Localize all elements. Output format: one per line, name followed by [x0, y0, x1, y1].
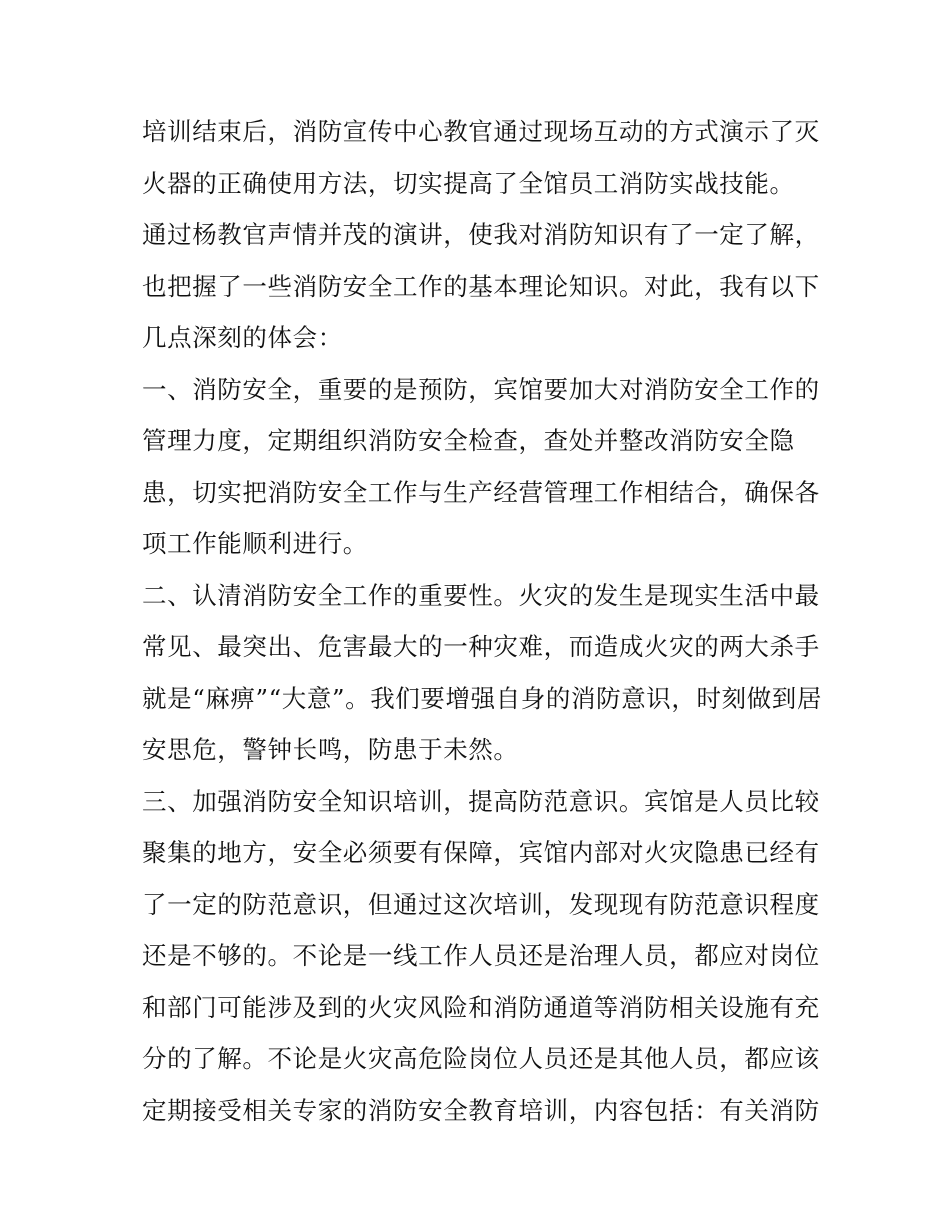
paragraph-point-two	[142, 570, 822, 776]
text-line: 常见、最突出、危害最大的一种灾难，而造成火灾的两大杀手	[142, 632, 820, 661]
text-line: 聚集的地方，安全必须要有保障，宾馆内部对火灾隐患已经有	[142, 838, 820, 867]
text-line: 三、加强消防安全知识培训，提高防范意识。宾馆是人员比较	[142, 786, 820, 816]
paragraph-point-one	[142, 364, 820, 570]
text-line: 安思危，警钟长鸣，防患于未然。	[142, 735, 519, 764]
text-line: 还是不够的。不论是一线工作人员还是治理人员，都应对岗位	[142, 941, 820, 970]
text-line: 定期接受相关专家的消防安全教育培训，内容包括：有关消防	[142, 1095, 820, 1125]
text-line: 和部门可能涉及到的火灾风险和消防通道等消防相关设施有充	[142, 992, 820, 1022]
text-line: 通过杨教官声情并茂的演讲，使我对消防知识有了一定了解，	[142, 220, 820, 249]
document-body	[142, 106, 822, 1136]
text-line: 就是“麻痹”“大意”。我们要增强自身的消防意识，时刻做到居	[142, 683, 822, 713]
text-line: 项工作能顺利进行。	[142, 529, 368, 558]
text-line: 几点深刻的体会：	[142, 323, 343, 352]
text-line: 也把握了一些消防安全工作的基本理论知识。对此，我有以下	[142, 271, 820, 301]
paragraph-training-demo	[142, 106, 820, 209]
text-line: 一、消防安全，重要的是预防，宾馆要加大对消防安全工作的	[142, 374, 820, 404]
paragraph-lecture-reflection	[142, 209, 820, 364]
text-line: 分的了解。不论是火灾高危险岗位人员还是其他人员，都应该	[142, 1044, 820, 1073]
paragraph-point-three	[142, 776, 820, 1137]
text-line: 火器的正确使用方法，切实提高了全馆员工消防实战技能。	[142, 168, 795, 198]
text-line: 培训结束后，消防宣传中心教官通过现场互动的方式演示了灭	[142, 117, 820, 146]
text-line: 患，切实把消防安全工作与生产经营管理工作相结合，确保各	[142, 477, 820, 507]
text-line: 管理力度，定期组织消防安全检查，查处并整改消防安全隐	[142, 426, 795, 455]
text-line: 了一定的防范意识，但通过这次培训，发现现有防范意识程度	[142, 889, 820, 919]
text-line: 二、认清消防安全工作的重要性。火灾的发生是现实生活中最	[142, 580, 820, 610]
